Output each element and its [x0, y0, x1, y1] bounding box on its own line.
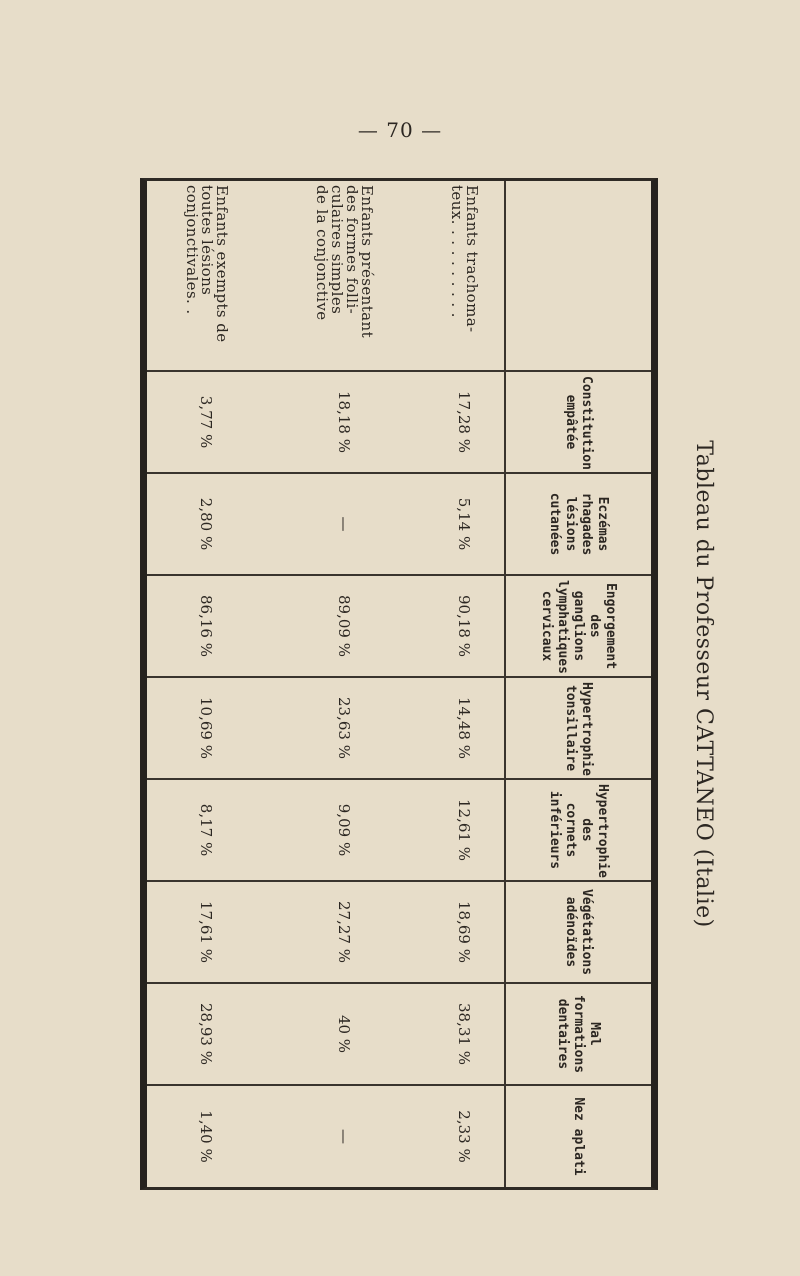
table-cell: 90,18 %: [423, 575, 505, 677]
row-label: Enfants exempts de toutes lésions conjonctivales. .: [182, 185, 231, 343]
table-cell: —: [265, 1085, 423, 1187]
rotated-table-block: [140, 178, 722, 1190]
table-cell: 2,80 %: [147, 473, 265, 575]
table-row: [147, 181, 265, 1187]
table-row: [265, 181, 423, 1187]
table-cell: 18,18 %: [265, 371, 423, 473]
col-header-engorgement: Engorgement des ganglions lymphatiques cervicaux: [505, 575, 651, 677]
col-header-nez-aplati: Nez aplati: [505, 1085, 651, 1187]
data-table: [140, 178, 658, 1190]
table-cell: 2,33 %: [423, 1085, 505, 1187]
col-header-eczemas: Eczémas rhagades lésions cutanées: [505, 473, 651, 575]
table-cell: 89,09 %: [265, 575, 423, 677]
table-cell: 40 %: [265, 983, 423, 1085]
header-row: [505, 181, 651, 1187]
col-header-vegetations: Végétations adénoïdes: [505, 881, 651, 983]
table-cell: 17,61 %: [147, 881, 265, 983]
table-cell: 3,77 %: [147, 371, 265, 473]
table-cell: 8,17 %: [147, 779, 265, 881]
table-cell: 27,27 %: [265, 881, 423, 983]
table-cell: 5,14 %: [423, 473, 505, 575]
table-cell: 28,93 %: [147, 983, 265, 1085]
table-cell: 86,16 %: [147, 575, 265, 677]
table-row: [423, 181, 505, 1187]
table-cell: 10,69 %: [147, 677, 265, 779]
table-cell: 9,09 %: [265, 779, 423, 881]
table-cell: 17,28 %: [423, 371, 505, 473]
row-label: Enfants présentant des formes folli- culaires simples de la conjonctive: [313, 185, 377, 339]
col-header-hypertrophie-tonsillaire: Hypertrophie tonsillaire: [505, 677, 651, 779]
table-title: Tableau du Professeur CATTANEO (Italie): [691, 440, 716, 928]
col-header-malformations: Mal formations dentaires: [505, 983, 651, 1085]
table-cell: 1,40 %: [147, 1085, 265, 1187]
page-number: — 70 —: [357, 118, 443, 142]
table-cell: 14,48 %: [423, 677, 505, 779]
table-cell: —: [265, 473, 423, 575]
table-cell: 12,61 %: [423, 779, 505, 881]
table-cell: 18,69 %: [423, 881, 505, 983]
table-cell: 23,63 %: [265, 677, 423, 779]
row-label: Enfants trachoma- teux. . . . . . . . . .: [447, 185, 481, 333]
col-header-hypertrophie-cornets: Hypertrophie des cornets inférieurs: [505, 779, 651, 881]
col-header-constitution: Constitution empâtée: [505, 371, 651, 473]
table-cell: 38,31 %: [423, 983, 505, 1085]
corner-cell: [505, 181, 651, 371]
